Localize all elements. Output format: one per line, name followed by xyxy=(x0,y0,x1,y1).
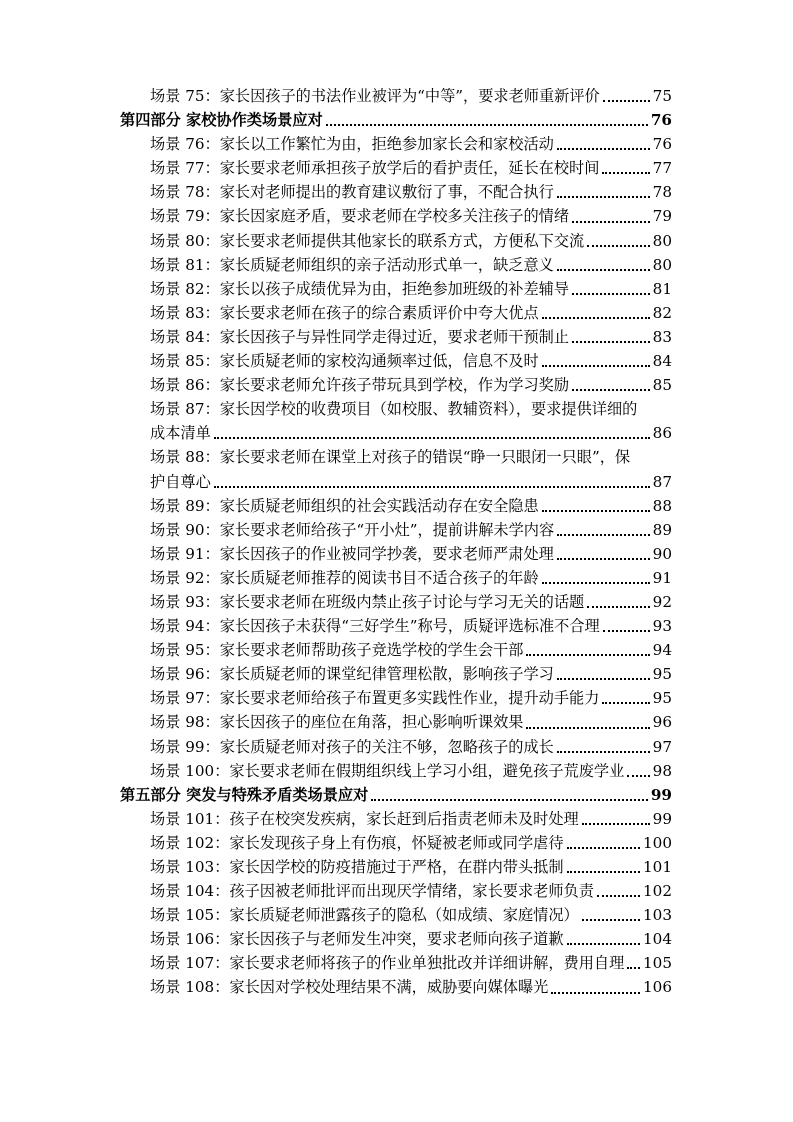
toc-entry-title: 场景 100：家长要求老师在假期组织线上学习小组，避免孩子荒废学业 xyxy=(150,761,625,780)
page-number: 99 xyxy=(650,785,672,804)
table-of-contents xyxy=(0,84,793,1000)
page-number: 76 xyxy=(650,111,672,130)
toc-entry[interactable] xyxy=(150,277,672,301)
dot-leader xyxy=(557,269,650,271)
toc-entry-title: 场景 90：家长要求老师给孩子“开小灶”，提前讲解未学内容 xyxy=(150,520,555,539)
page-number: 92 xyxy=(652,592,672,611)
dot-leader xyxy=(602,172,649,174)
toc-entry-title: 场景 103：家长因学校的防疫措施过于严格，在群内带头抵制 xyxy=(150,858,564,876)
dot-leader xyxy=(567,871,640,873)
toc-entry[interactable] xyxy=(150,156,672,180)
dot-leader xyxy=(572,293,650,295)
page-number: 106 xyxy=(643,978,672,997)
toc-entry-title: 场景 76：家长以工作繁忙为由，拒绝参加家长会和家校活动 xyxy=(150,135,554,154)
page-number: 97 xyxy=(652,737,672,756)
page-number: 79 xyxy=(652,207,672,226)
toc-entry[interactable] xyxy=(150,325,672,349)
dot-leader xyxy=(542,582,650,584)
toc-entry[interactable] xyxy=(150,301,672,325)
toc-entry-line2[interactable] xyxy=(150,421,672,445)
toc-entry-title: 场景 97：家长要求老师给孩子布置更多实践性作业，提升动手能力 xyxy=(150,689,600,708)
toc-entry-line2-title: 成本清单 xyxy=(150,424,211,443)
toc-entry[interactable] xyxy=(150,84,672,108)
page-number: 98 xyxy=(652,761,672,780)
page-number: 91 xyxy=(652,568,672,587)
page-number: 104 xyxy=(643,930,672,949)
toc-entry-title: 场景 107：家长要求老师将孩子的作业单独批改并详细讲解，费用自理 xyxy=(150,954,625,973)
dot-leader xyxy=(572,341,650,343)
toc-entry-line2-title: 护自尊心 xyxy=(150,472,211,491)
page-number: 93 xyxy=(652,617,672,636)
toc-entry-line2[interactable] xyxy=(150,470,672,494)
toc-entry[interactable] xyxy=(150,638,672,662)
toc-entry-title: 场景 105：家长质疑老师泄露孩子的隐私（如成绩、家庭情况） xyxy=(150,906,579,925)
page-number: 95 xyxy=(652,665,672,684)
toc-entry[interactable] xyxy=(150,759,672,783)
page-number: 89 xyxy=(652,520,672,539)
dot-leader xyxy=(551,992,640,994)
toc-entry-title: 场景 92：家长质疑老师推荐的阅读书目不适合孩子的年龄 xyxy=(150,568,539,587)
page-number: 82 xyxy=(652,303,672,322)
toc-section[interactable] xyxy=(120,783,672,807)
dot-leader xyxy=(587,245,649,247)
dot-leader xyxy=(603,630,650,632)
dot-leader xyxy=(557,751,650,753)
dot-leader xyxy=(214,437,650,439)
dot-leader xyxy=(214,486,650,488)
page-number: 87 xyxy=(652,472,672,491)
dot-leader xyxy=(627,967,640,969)
toc-entry-title: 场景 85：家长质疑老师的家校沟通频率过低，信息不及时 xyxy=(150,352,539,371)
page-number: 105 xyxy=(643,954,672,973)
page-number: 103 xyxy=(643,906,672,925)
toc-entry-title: 场景 106：家长因孩子与老师发生冲突，要求老师向孩子道歉 xyxy=(150,930,564,949)
toc-entry-title: 场景 89：家长质疑老师组织的社会实践活动存在安全隐患 xyxy=(150,496,539,515)
toc-entry[interactable] xyxy=(150,927,672,951)
page-number: 80 xyxy=(652,255,672,274)
page-number: 78 xyxy=(652,183,672,202)
toc-entry-title: 场景 86：家长要求老师允许孩子带玩具到学校，作为学习奖励 xyxy=(150,376,570,395)
dot-leader xyxy=(526,654,649,656)
toc-entry-title: 场景 80：家长要求老师提供其他家长的联系方式，方便私下交流 xyxy=(150,231,585,250)
toc-entry-title: 场景 102：家长发现孩子身上有伤痕，怀疑被老师或同学虐待 xyxy=(150,833,564,852)
toc-entry[interactable] xyxy=(150,710,672,734)
page-number: 99 xyxy=(652,809,672,828)
toc-section-title: 第四部分 家校协作类场景应对 xyxy=(120,111,323,130)
page-number: 101 xyxy=(643,858,672,876)
dot-leader xyxy=(567,847,640,849)
dot-leader xyxy=(371,799,648,801)
dot-leader xyxy=(557,196,650,198)
dot-leader xyxy=(627,775,649,777)
dot-leader xyxy=(597,895,640,897)
toc-entry-title: 场景 83：家长要求老师在孩子的综合素质评价中夸大优点 xyxy=(150,303,539,322)
page-number: 80 xyxy=(652,231,672,250)
toc-entry[interactable] xyxy=(150,373,672,397)
toc-entry-title: 场景 84：家长因孩子与异性同学走得过近，要求老师干预制止 xyxy=(150,327,570,346)
dot-leader xyxy=(567,943,640,945)
dot-leader xyxy=(582,823,650,825)
toc-entry-line1[interactable]: 场景 88：家长要求老师在课堂上对孩子的错误“睁一只眼闭一只眼”，保 xyxy=(150,448,631,467)
toc-entry[interactable] xyxy=(150,735,672,759)
dot-leader xyxy=(326,124,648,126)
toc-entry[interactable] xyxy=(150,686,672,710)
toc-entry-title: 场景 108：家长因对学校处理结果不满，威胁要向媒体曝光 xyxy=(150,978,549,997)
toc-entry[interactable] xyxy=(150,614,672,638)
toc-entry[interactable] xyxy=(150,855,672,879)
toc-entry-title: 场景 96：家长质疑老师的课堂纪律管理松散，影响孩子学习 xyxy=(150,665,554,684)
dot-leader xyxy=(602,702,649,704)
page-number: 88 xyxy=(652,496,672,515)
toc-entry[interactable] xyxy=(150,542,672,566)
dot-leader xyxy=(572,389,650,391)
toc-entry[interactable] xyxy=(150,566,672,590)
toc-entry[interactable] xyxy=(150,951,672,975)
dot-leader xyxy=(542,317,650,319)
toc-entry[interactable] xyxy=(150,204,672,228)
dot-leader xyxy=(542,365,650,367)
toc-entry[interactable] xyxy=(150,831,672,855)
page-number: 84 xyxy=(652,352,672,371)
page-number: 76 xyxy=(652,135,672,154)
toc-entry[interactable] xyxy=(150,879,672,903)
page-number: 83 xyxy=(652,327,672,346)
toc-entry-title: 场景 99：家长质疑老师对孩子的关注不够，忽略孩子的成长 xyxy=(150,737,554,756)
toc-entry[interactable] xyxy=(150,253,672,277)
toc-entry[interactable] xyxy=(150,229,672,253)
toc-entry-title: 场景 79：家长因家庭矛盾，要求老师在学校多关注孩子的情绪 xyxy=(150,207,570,226)
dot-leader xyxy=(526,727,649,729)
toc-entry-title: 场景 101：孩子在校突发疾病，家长赶到后指责老师未及时处理 xyxy=(150,809,579,828)
toc-entry-title: 场景 94：家长因孩子未获得“三好学生”称号，质疑评选标准不合理 xyxy=(150,617,600,636)
toc-entry[interactable] xyxy=(150,494,672,518)
page-number: 85 xyxy=(652,376,672,395)
toc-entry[interactable] xyxy=(150,903,672,927)
page-number: 100 xyxy=(643,833,672,852)
toc-entry-title: 场景 98：家长因孩子的座位在角落，担心影响听课效果 xyxy=(150,713,524,732)
toc-entry-title: 场景 75：家长因孩子的书法作业被评为“中等”，要求老师重新评价 xyxy=(150,87,600,105)
toc-entry-title: 场景 81：家长质疑老师组织的亲子活动形式单一，缺乏意义 xyxy=(150,255,554,274)
toc-entry-title: 场景 93：家长要求老师在班级内禁止孩子讨论与学习无关的话题 xyxy=(150,592,585,611)
page-number: 102 xyxy=(643,882,672,901)
toc-entry[interactable] xyxy=(150,807,672,831)
toc-section-title: 第五部分 突发与特殊矛盾类场景应对 xyxy=(120,785,369,804)
dot-leader xyxy=(572,221,650,223)
dot-leader xyxy=(557,148,650,150)
dot-leader xyxy=(557,534,649,536)
toc-entry-title: 场景 104：孩子因被老师批评而出现厌学情绪，家长要求老师负责 xyxy=(150,882,594,901)
toc-entry-title: 场景 95：家长要求老师帮助孩子竞选学校的学生会干部 xyxy=(150,641,524,660)
dot-leader xyxy=(557,558,650,560)
toc-entry[interactable] xyxy=(150,132,672,156)
toc-entry-line1[interactable]: 场景 87：家长因学校的收费项目（如校服、教辅资料），要求提供详细的 xyxy=(150,400,638,419)
page-number: 86 xyxy=(652,424,672,443)
toc-section[interactable] xyxy=(120,108,672,132)
page-number: 75 xyxy=(652,87,672,105)
page-number: 81 xyxy=(652,279,672,298)
dot-leader xyxy=(542,510,650,512)
toc-entry-title: 场景 91：家长因孩子的作业被同学抄袭，要求老师严肃处理 xyxy=(150,544,554,563)
dot-leader xyxy=(582,919,640,921)
toc-entry[interactable] xyxy=(150,662,672,686)
toc-entry[interactable] xyxy=(150,518,672,542)
toc-entry-title: 场景 78：家长对老师提出的教育建议敷衍了事，不配合执行 xyxy=(150,183,554,202)
toc-entry-title: 场景 77：家长要求老师承担孩子放学后的看护责任，延长在校时间 xyxy=(150,159,600,178)
dot-leader xyxy=(603,100,650,102)
page-number: 90 xyxy=(652,544,672,563)
page-number: 96 xyxy=(652,713,672,732)
toc-entry[interactable] xyxy=(150,590,672,614)
toc-entry[interactable] xyxy=(150,180,672,204)
page-number: 77 xyxy=(652,159,672,178)
dot-leader xyxy=(587,606,649,608)
toc-entry-title: 场景 82：家长以孩子成绩优异为由，拒绝参加班级的补差辅导 xyxy=(150,279,570,298)
page-number: 95 xyxy=(652,689,672,708)
toc-entry[interactable] xyxy=(150,349,672,373)
toc-entry[interactable] xyxy=(150,975,672,999)
page-number: 94 xyxy=(652,641,672,660)
dot-leader xyxy=(557,678,650,680)
